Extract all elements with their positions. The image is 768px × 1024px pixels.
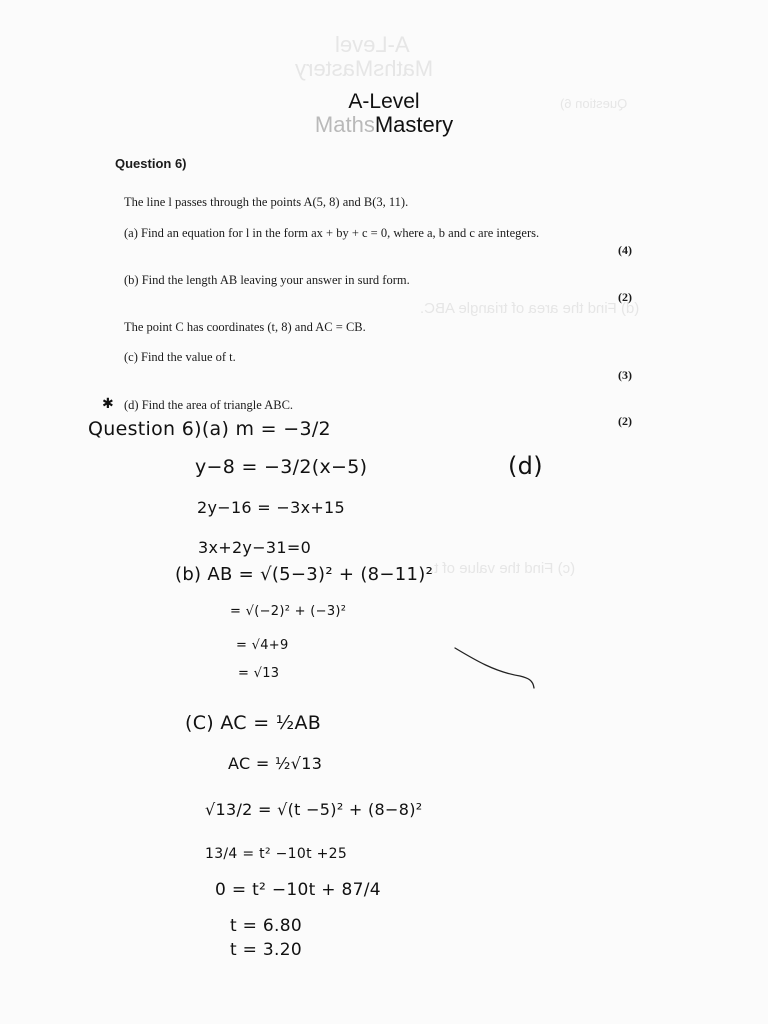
answer-b-result: = √13: [238, 666, 280, 681]
part-d-star-mark: ✱: [102, 396, 115, 412]
bleed-through-part-c: (c) Find the value of t.: [430, 560, 576, 577]
answer-c-ac: AC = ½√13: [228, 754, 323, 773]
answer-b-step1: = √(−2)² + (−3)²: [230, 604, 347, 619]
answer-b-formula: (b) AB = √(5−3)² + (8−11)²: [175, 564, 434, 585]
part-d-marks: (2): [618, 414, 632, 428]
part-d-text: (d) Find the area of triangle ABC.: [124, 398, 294, 412]
part-b-text: (b) Find the length AB leaving your answer in surd form.: [124, 273, 410, 287]
answer-a-expand: 2y−16 = −3x+15: [197, 498, 346, 517]
part-c-text: (c) Find the value of t.: [124, 350, 236, 364]
answer-a-final: 3x+2y−31=0: [198, 538, 312, 557]
bleed-through-question: Question 6): [560, 96, 628, 111]
answer-c-squared: 13/4 = t² −10t +25: [205, 846, 348, 862]
answer-a-point-slope: y−8 = −3/2(x−5): [195, 456, 368, 478]
bleed-through-title: A-Level: [335, 32, 410, 57]
answer-a-gradient: Question 6)(a) m = −3/2: [88, 418, 331, 440]
header-a-level: A-Level: [348, 90, 420, 113]
part-c-marks: (3): [618, 368, 632, 382]
answer-c-distance: √13/2 = √(t −5)² + (8−8)²: [205, 800, 423, 819]
header-maths: Maths: [314, 112, 375, 137]
question-title: Question 6): [115, 156, 187, 171]
answer-c-root-2: t = 3.20: [230, 940, 302, 960]
part-a-marks: (4): [618, 243, 632, 257]
bleed-through-subtitle: MathsMastery: [295, 56, 434, 81]
answer-c-quadratic: 0 = t² −10t + 87/4: [215, 880, 381, 900]
question-intro: The line l passes through the points A(5, 8) and B(3, 11).: [124, 195, 409, 209]
answer-c-relation: (C) AC = ½AB: [185, 712, 322, 734]
answer-c-root-1: t = 6.80: [230, 916, 302, 936]
point-c-text: The point C has coordinates (t, 8) and AC = CB.: [124, 320, 366, 334]
answer-b-step2: = √4+9: [236, 638, 289, 653]
header-mastery: Mastery: [374, 112, 454, 137]
part-a-text: (a) Find an equation for l in the form ax + by + c = 0, where a, b and c are integers.: [124, 226, 540, 240]
part-b-marks: (2): [618, 290, 632, 304]
bleed-through-part-d: (d) Find the area of triangle ABC.: [420, 300, 640, 317]
answer-d-label: (d): [508, 452, 543, 480]
